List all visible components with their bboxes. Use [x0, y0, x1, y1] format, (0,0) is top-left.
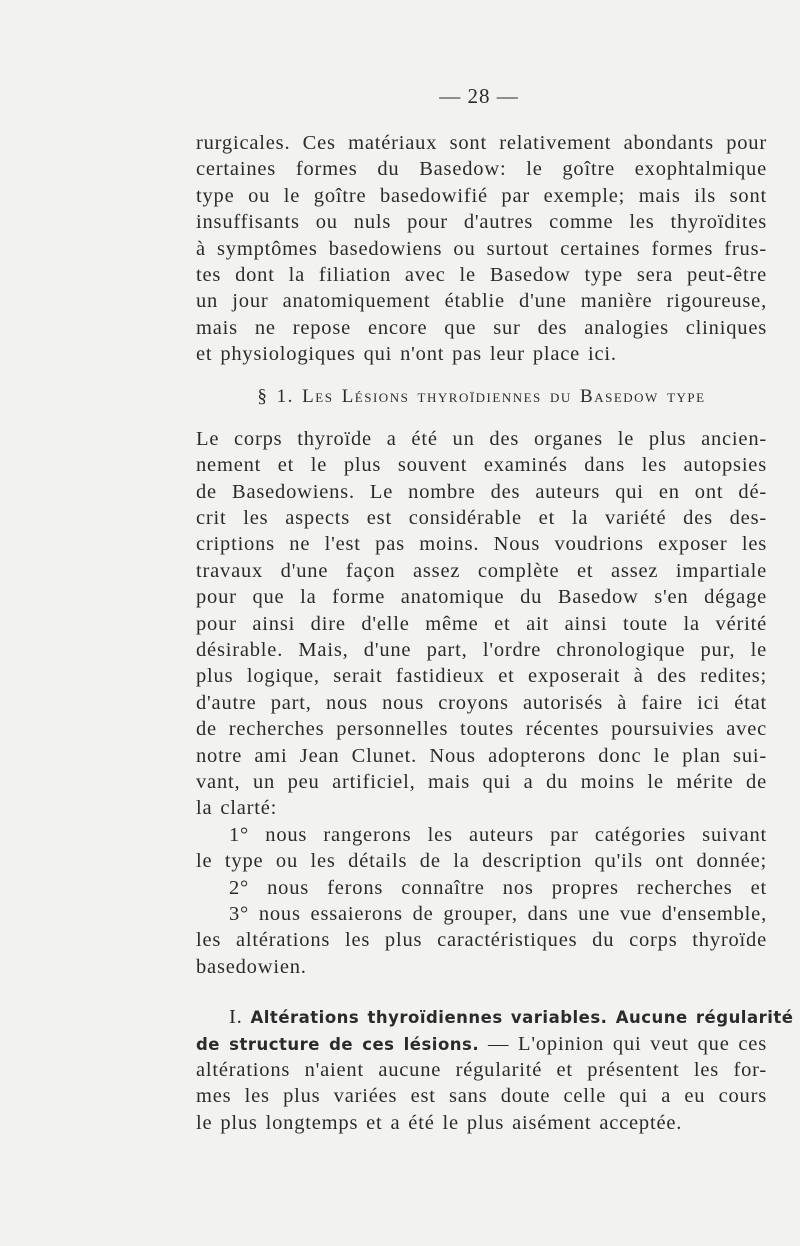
section-i-bold-title-2: de structure de ces lésions. — [196, 1034, 480, 1054]
text-line: les altérations les plus caractéristiques du corps thyroïde — [196, 929, 767, 952]
paragraph-1 — [196, 130, 767, 368]
paragraph-2 — [196, 426, 767, 822]
text-line: mais ne repose encore que sur des analogies cliniques — [196, 316, 767, 339]
section-i-text: — L'opinion qui veut que ces — [487, 1032, 767, 1055]
text-line: type ou le goître basedowifié par exemple; mais ils sont — [196, 184, 767, 207]
text-line: crit les aspects est considérable et la variété des des- — [196, 507, 767, 530]
text-line: notre ami Jean Clunet. Nous adopterons donc le plan sui- — [196, 744, 767, 767]
text-line: altérations n'aient aucune régularité et présentent les for- — [196, 1058, 767, 1081]
text-line: rurgicales. Ces matériaux sont relativement abondants pour — [196, 132, 767, 154]
text-line: désirable. Mais, d'une part, l'ordre chronologique pur, le — [196, 639, 767, 662]
text-line: le plus longtemps et a été le plus aisément acceptée. — [196, 1111, 683, 1134]
text-line: de Basedowiens. Le nombre des auteurs qui en ont dé- — [196, 480, 767, 503]
section-i-title-line — [196, 1004, 794, 1030]
text-line: vant, un peu artificiel, mais qui a du moins le mérite de — [196, 770, 767, 793]
section-i-number: I. — [229, 1006, 243, 1029]
text-line: pour que la forme anatomique du Basedow s'en dégage — [196, 586, 767, 609]
list-item: 1° nous rangerons les auteurs par catégories suivant — [229, 823, 767, 846]
text-line: mes les plus variées est sans doute celle qui a eu cours — [196, 1085, 767, 1108]
text-line: plus logique, serait fastidieux et exposerait à des redites; — [196, 665, 767, 688]
section-i-title-line-2 — [196, 1031, 767, 1057]
list-item: 2° nous ferons connaître nos propres recherches et — [229, 876, 767, 899]
text-line: tes dont la filiation avec le Basedow type sera peut-être — [196, 263, 767, 286]
section-i-bold-title: Altérations thyroïdiennes variables. Aucune régularité — [250, 1008, 794, 1028]
text-line: Le corps thyroïde a été un des organes le plus ancien- — [196, 427, 767, 450]
section-heading: § 1. Les Lésions thyroïdiennes du Basedow type — [257, 385, 706, 407]
text-line: basedowien. — [196, 955, 307, 978]
text-line: criptions ne l'est pas moins. Nous voudrions exposer les — [196, 533, 767, 556]
text-line: et physiologiques qui n'ont pas leur place ici. — [196, 343, 617, 366]
text-line: à symptômes basedowiens ou surtout certaines formes frus- — [196, 237, 767, 260]
section-i — [196, 1004, 794, 1136]
spacer — [196, 980, 767, 1004]
text-line: nement et le plus souvent examinés dans les autopsies — [196, 454, 767, 477]
text-line: d'autre part, nous nous croyons autorisés à faire ici état — [196, 691, 767, 714]
text-line: certaines formes du Basedow: le goître exophtalmique — [196, 158, 767, 181]
text-line: la clarté: — [196, 797, 278, 820]
text-line: le type ou les détails de la description qu'ils ont donnée; — [196, 850, 767, 873]
text-line: un jour anatomiquement établie d'une manière rigoureuse, — [196, 290, 767, 313]
text-line: travaux d'une façon assez complète et assez impartiale — [196, 559, 767, 582]
text-line: pour ainsi dire d'elle même et ait ainsi toute la vérité — [196, 612, 767, 635]
numbered-list — [196, 822, 767, 980]
text-line: de recherches personnelles toutes récentes poursuivies avec — [196, 718, 767, 741]
page-number: — 28 — — [439, 84, 519, 108]
text-line: insuffisants ou nuls pour d'autres comme les thyroïdites — [196, 211, 767, 234]
list-item: 3° nous essaierons de grouper, dans une vue d'ensemble, — [229, 902, 767, 925]
body-text — [196, 130, 794, 1136]
